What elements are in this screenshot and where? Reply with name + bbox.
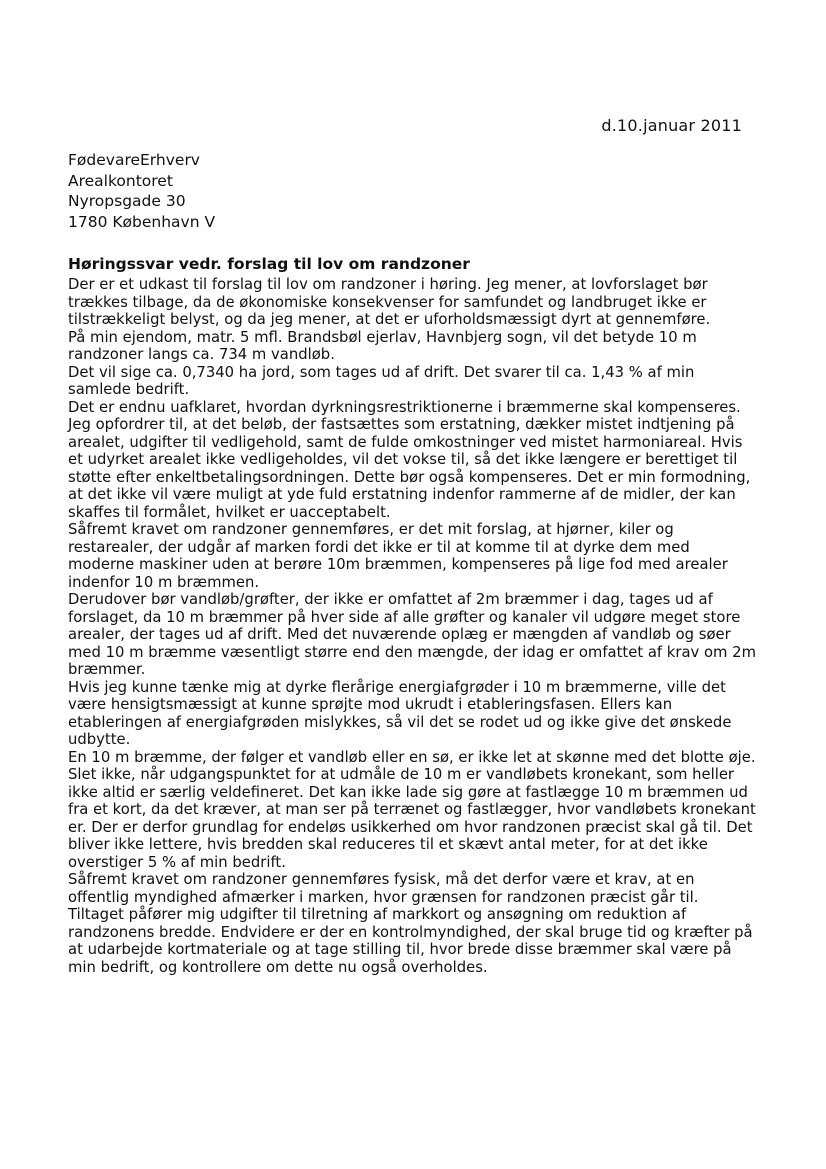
recipient-line: Arealkontoret [68,171,173,190]
body-paragraph: På min ejendom, matr. 5 mfl. Brandsbøl ejerlav, Havnbjerg sogn, vil det betyde 10 m randzoner langs ca. 734 m vandløb. [68,328,697,363]
recipient-address [68,150,215,232]
recipient-line: Nyropsgade 30 [68,192,186,210]
body-paragraph: Såfremt kravet om randzoner gennemføres, er det mit forslag, at hjørner, kiler og restarealer, der udgår af marken fordi det ikke er til at komme til at dyrke dem med moderne maskiner uden at berøre 10m bræmmen, kompenseres på lige fod med arealer indenfor 10 m bræmmen. [68,521,728,591]
body-paragraph: Det er endnu uafklaret, hvordan dyrkningsrestriktionerne i bræmmerne skal kompenseres. Jeg opfordrer til, at det beløb, der fastsættes som erstatning, dækker mistet indtjening på arealet, udgifter til vedligehold, samt de fulde omkostninger ved mistet harmoniareal. Hvis et udyrket arealet ikke vedligeholdes, vil det vokse til, så det ikke længere er berettiget til støtte efter enkeltbetalingsordningen. Dette bør også kompenseres. Det er min formodning, at det ikke vil være muligt at yde fuld erstatning indenfor rammerne af de midler, der kan skaffes til formålet, hvilket er uacceptabelt. [68,398,751,521]
letter-body [68,276,758,976]
body-paragraph: Såfremt kravet om randzoner gennemføres fysisk, må det derfor være et krav, at en offentlig myndighed afmærker i marken, hvor grænsen for randzonen præcist går til. [68,871,699,906]
letter-date: d.10.januar 2011 [601,116,742,135]
recipient-line: FødevareErhverv [68,151,200,169]
body-paragraph: Hvis jeg kunne tænke mig at dyrke flerårige energiafgrøder i 10 m bræmmerne, ville det være hensigtsmæssigt at kunne sprøjte mod ukrudt i etableringsfasen. Ellers kan etableringen af energiafgrøden mislykkes, så vil det se rodet ud og ikke give det ønskede udbytte. [68,678,732,748]
letter-subject: Høringssvar vedr. forslag til lov om randzoner [68,255,470,273]
body-paragraph: Der er et udkast til forslag til lov om randzoner i høring. Jeg mener, at lovforslaget bør trækkes tilbage, da de økonomiske konsekvenser for samfundet og landbruget ikke er tilstrækkeligt belyst, og da jeg mener, at det er uforholdsmæssigt dyrt at gennemføre. [68,276,711,328]
body-paragraph: En 10 m bræmme, der følger et vandløb eller en sø, er ikke let at skønne med det blotte øje. Slet ikke, når udgangspunktet for at udmåle de 10 m er vandløbets kronekant, som heller ikke altid er særlig veldefineret. Det kan ikke lade sig gøre at fastlægge 10 m bræmmen ud fra et kort, da det kræver, at man ser på terrænet og fastlægger, hvor vandløbets kronekant er. Der er derfor grundlag for endeløs usikkerhed om hvor randzonen præcist skal gå til. Det bliver ikke lettere, hvis bredden skal reduceres til et skævt antal meter, for at det ikke overstiger 5 % af min bedrift. [68,748,756,871]
body-paragraph: Det vil sige ca. 0,7340 ha jord, som tages ud af drift. Det svarer til ca. 1,43 % af min samlede bedrift. [68,363,695,398]
body-paragraph: Derudover bør vandløb/grøfter, der ikke er omfattet af 2m bræmmer i dag, tages ud af forslaget, da 10 m bræmmer på hver side af alle grøfter og kanaler vil udgøre meget store arealer, der tages ud af drift. Med det nuværende oplæg er mængden af vandløb og søer med 10 m bræmme væsentligt større end den mængde, der idag er omfattet af krav om 2m bræmmer. [68,591,756,678]
body-paragraph: Tiltaget påfører mig udgifter til tilretning af markkort og ansøgning om reduktion af randzonens bredde. Endvidere er der en kontrolmyndighed, der skal bruge tid og kræfter på at udarbejde kortmateriale og at tage stilling til, hvor brede disse bræmmer skal være på min bedrift, og kontrollere om dette nu også overholdes. [68,906,753,976]
recipient-line: 1780 København V [68,212,216,231]
